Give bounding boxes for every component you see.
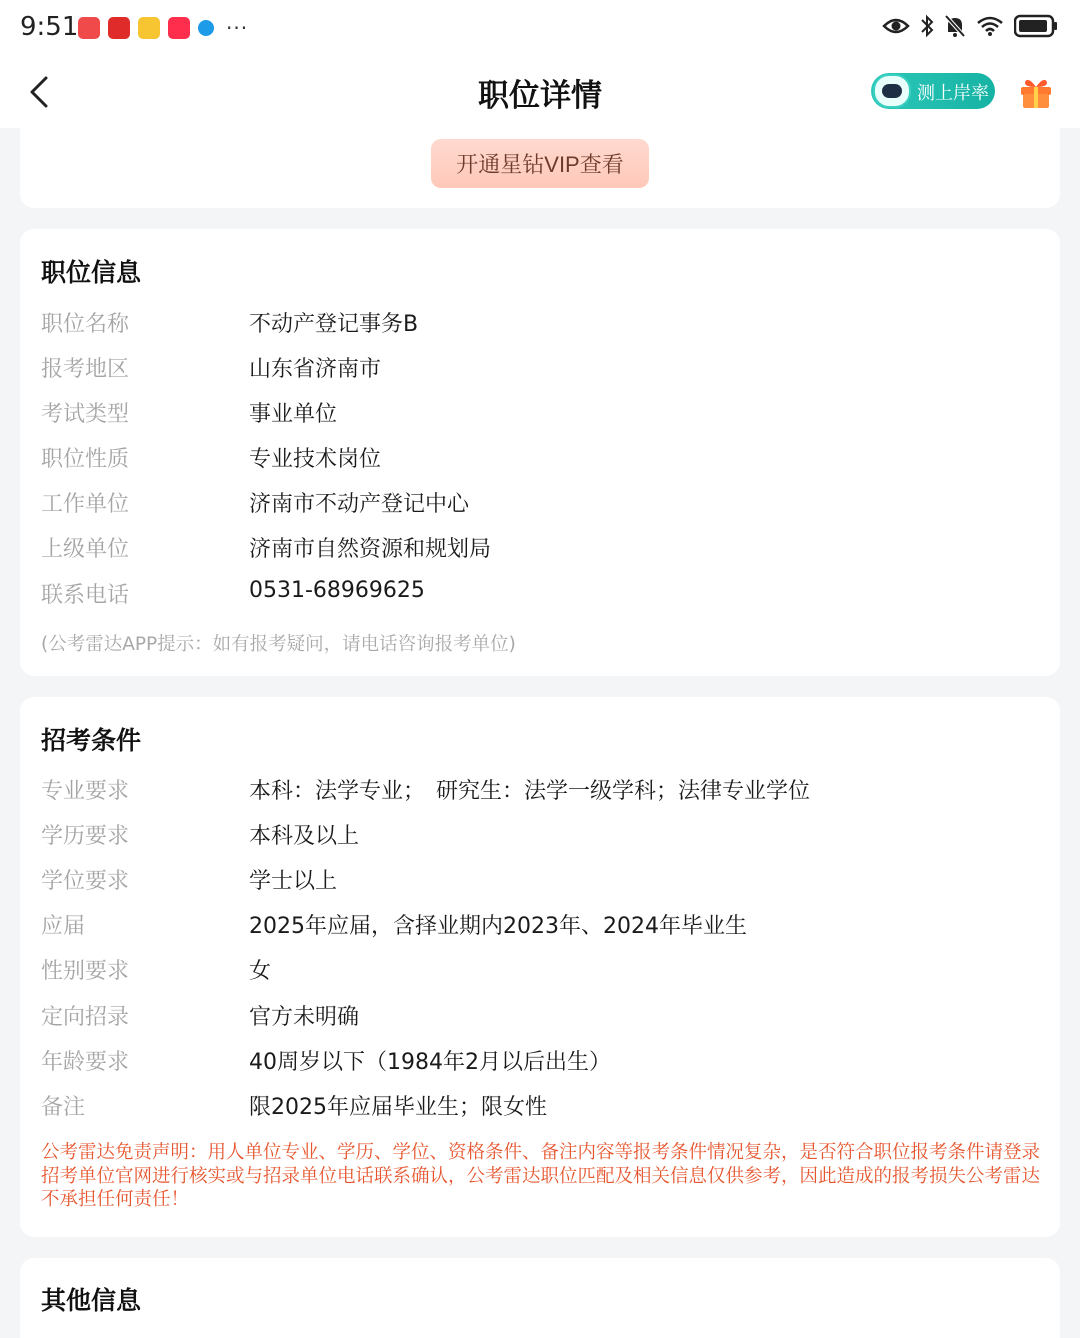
mute-bell-icon <box>944 14 966 38</box>
status-bar <box>0 0 1080 56</box>
info-row <box>41 307 1041 343</box>
gift-icon[interactable] <box>1018 74 1054 110</box>
requirement-row <box>41 819 1041 855</box>
requirement-value: 限2025年应届毕业生；限女性 <box>249 1095 547 1120</box>
info-label: 职位性质 <box>41 447 130 472</box>
info-row <box>41 578 1041 614</box>
section-title-other-info: 其他信息 <box>41 1286 142 1315</box>
app-tip-text: (公考雷达APP提示：如有报考疑问，请电话咨询报考单位) <box>41 634 516 655</box>
requirement-label: 学历要求 <box>41 824 130 849</box>
info-row <box>41 532 1041 568</box>
info-row <box>41 442 1041 478</box>
app-icon-gift <box>108 17 130 39</box>
more-notifications-icon: ··· <box>226 16 249 40</box>
section-title-requirements: 招考条件 <box>41 726 142 755</box>
requirement-value: 官方未明确 <box>249 1005 360 1030</box>
requirement-label: 应届 <box>41 914 86 939</box>
system-icons <box>882 14 1058 38</box>
info-value: 专业技术岗位 <box>249 447 382 472</box>
requirement-label: 学位要求 <box>41 869 130 894</box>
weibo-icon <box>138 17 160 39</box>
notification-icons <box>78 16 248 40</box>
position-info-card <box>20 229 1060 676</box>
section-title-position-info: 职位信息 <box>41 258 142 287</box>
app-icon-red <box>78 17 100 39</box>
wifi-icon <box>976 15 1004 37</box>
requirement-label: 年龄要求 <box>41 1050 130 1075</box>
app-icon-blue <box>198 20 214 36</box>
disclaimer-text: 公考雷达免责声明：用人单位专业、学历、学位、资格条件、备注内容等报考条件情况复杂，是否符合职位报考条件请登录招考单位官网进行核实或与招录单位电话联系确认，公考雷达职位匹配及相关信息仅供参考，因此造成的报考损失公考雷达不承担任何责任！ <box>41 1142 1041 1210</box>
requirement-row <box>41 1090 1041 1126</box>
requirement-row <box>41 1045 1041 1081</box>
info-value: 事业单位 <box>249 402 338 427</box>
requirement-row <box>41 864 1041 900</box>
contact-phone-value[interactable]: 0531-68969625 <box>249 578 425 603</box>
info-label: 报考地区 <box>41 357 130 382</box>
requirement-row <box>41 1000 1041 1036</box>
requirement-row <box>41 909 1041 945</box>
status-time: 9:51 <box>20 12 79 42</box>
info-label: 考试类型 <box>41 402 130 427</box>
requirement-value: 本科：法学专业； 研究生：法学一级学科；法律专业学位 <box>249 779 811 804</box>
info-label: 职位名称 <box>41 312 130 337</box>
info-value: 山东省济南市 <box>249 357 382 382</box>
requirement-row <box>41 954 1041 990</box>
robot-icon <box>873 74 911 108</box>
requirement-label: 定向招录 <box>41 1005 130 1030</box>
test-success-rate-label: 测上岸率 <box>917 83 989 104</box>
requirements-card <box>20 697 1060 1237</box>
info-row <box>41 487 1041 523</box>
other-info-card <box>20 1258 1060 1338</box>
open-vip-button[interactable]: 开通星钻VIP查看 <box>431 139 649 188</box>
info-value: 济南市自然资源和规划局 <box>249 537 492 562</box>
requirement-value: 40周岁以下（1984年2月以后出生） <box>249 1050 611 1075</box>
top-navigation-bar <box>0 56 1080 128</box>
info-value: 济南市不动产登记中心 <box>249 492 470 517</box>
battery-icon <box>1014 14 1058 38</box>
info-row <box>41 352 1041 388</box>
info-label: 上级单位 <box>41 537 130 562</box>
page-title: 职位详情 <box>478 78 602 114</box>
requirement-value: 2025年应届，含择业期内2023年、2024年毕业生 <box>249 914 747 939</box>
requirement-value: 学士以上 <box>249 869 338 894</box>
app-icon-xiaohongshu <box>168 17 190 39</box>
requirement-label: 专业要求 <box>41 779 130 804</box>
test-success-rate-button[interactable] <box>871 73 995 109</box>
info-row <box>41 397 1041 433</box>
requirement-row <box>41 774 1041 810</box>
info-label: 工作单位 <box>41 492 130 517</box>
requirement-label: 备注 <box>41 1095 86 1120</box>
requirement-value: 本科及以上 <box>249 824 360 849</box>
requirement-value: 女 <box>249 959 272 984</box>
bluetooth-icon <box>920 14 934 38</box>
vip-card <box>20 128 1060 208</box>
eye-icon <box>882 15 910 37</box>
info-label: 联系电话 <box>41 583 130 608</box>
requirement-label: 性别要求 <box>41 959 130 984</box>
info-value: 不动产登记事务B <box>249 312 419 337</box>
